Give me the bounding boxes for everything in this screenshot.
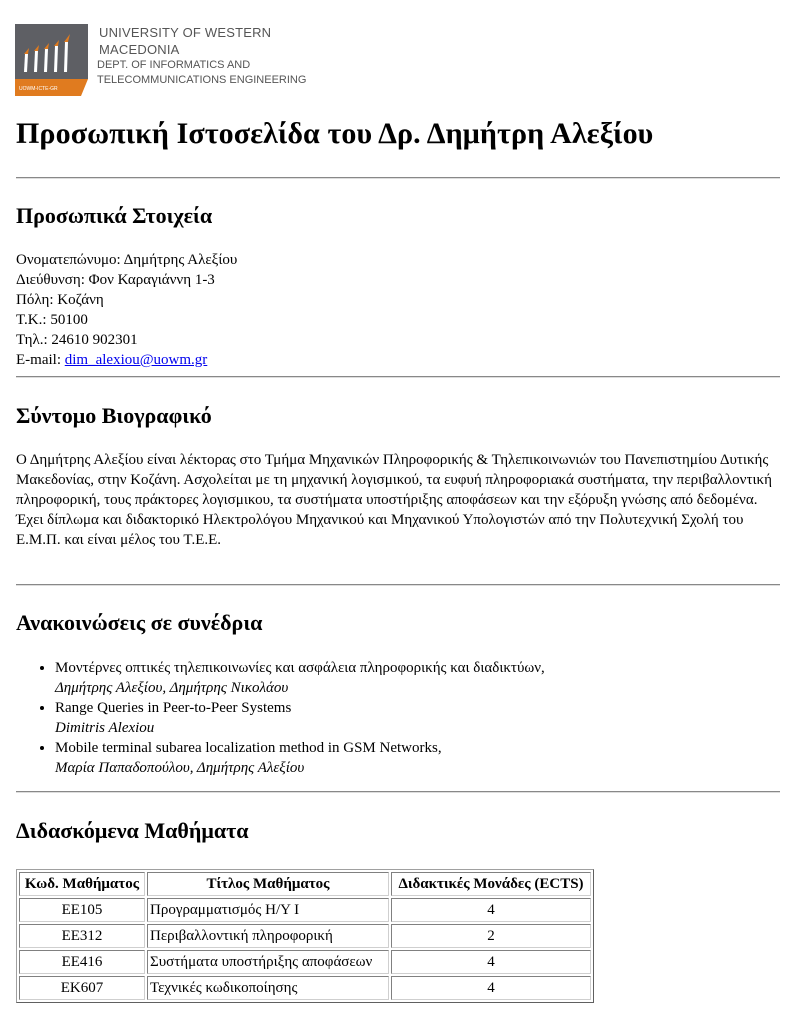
page-title: Προσωπική Ιστοσελίδα του Δρ. Δημήτρη Αλεξίου: [16, 117, 654, 150]
info-phone-label: Τηλ.:: [16, 332, 48, 348]
info-name-label: Ονοματεπώνυμο:: [16, 252, 121, 268]
courses-heading: Διδασκόμενα Μαθήματα: [16, 818, 249, 843]
info-name-row: [16, 250, 237, 270]
email-link[interactable]: dim_alexiou@uowm.gr: [64, 352, 208, 368]
conference-authors: Μαρία Παπαδοπούλου, Δημήτρης Αλεξίου: [55, 760, 305, 776]
university-name-line2: MACEDONIA: [99, 42, 180, 57]
table-row: [19, 898, 591, 922]
courses-table: [16, 869, 594, 1003]
table-row: [19, 976, 591, 1000]
bio-heading: Σύντομο Βιογραφικό: [16, 403, 212, 428]
info-name-value: Δημήτρης Αλεξίου: [123, 252, 238, 268]
divider: [16, 791, 780, 793]
personal-info-heading: Προσωπικά Στοιχεία: [16, 203, 213, 228]
info-phone-row: [16, 330, 237, 350]
course-title: Συστήματα υποστήριξης αποφάσεων: [147, 950, 389, 974]
conference-title: Range Queries in Peer-to-Peer Systems: [55, 700, 292, 716]
bio-text: [16, 450, 786, 550]
info-address-value: Φον Καραγιάννη 1-3: [88, 272, 215, 288]
university-header: [15, 24, 315, 98]
info-city-row: [16, 290, 237, 310]
info-email-row: [16, 350, 237, 370]
info-city-label: Πόλη:: [16, 292, 54, 308]
conference-authors: Δημήτρης Αλεξίου, Δημήτρης Νικολάου: [55, 680, 289, 696]
course-code: ΕΕ105: [19, 898, 145, 922]
info-phone-value: 24610 902301: [51, 332, 138, 348]
course-ects: 4: [391, 898, 591, 922]
university-logo-icon: [15, 24, 88, 96]
info-city-value: Κοζάνη: [57, 292, 104, 308]
table-row: [19, 950, 591, 974]
conference-title: Μοντέρνες οπτικές τηλεπικοινωνίες και ασφάλεια πληροφορικής και διαδικτύων,: [55, 660, 545, 676]
course-ects: 2: [391, 924, 591, 948]
conferences-heading: Ανακοινώσεις σε συνέδρια: [16, 610, 263, 635]
conference-title: Mobile terminal subarea localization method in GSM Networks,: [55, 740, 442, 756]
divider: [16, 177, 780, 179]
divider: [16, 376, 780, 378]
bio-paragraph-2: Έχει δίπλωμα και διδακτορικό Ηλεκτρολόγου Μηχανικού και Μηχανικού Υπολογιστών από την Πολυτεχνική Σχολή του Ε.Μ.Π. και είναι μέλος του Τ.Ε.Ε.: [16, 512, 744, 548]
course-title: Περιβαλλοντική πληροφορική: [147, 924, 389, 948]
conference-list: [16, 658, 775, 778]
info-address-label: Διεύθυνση:: [16, 272, 85, 288]
department-name-line2: TELECOMMUNICATIONS ENGINEERING: [97, 74, 307, 86]
table-header-row: [19, 872, 591, 896]
column-header-code: Κωδ. Μαθήματος: [19, 872, 145, 896]
divider: [16, 584, 780, 586]
column-header-ects: Διδακτικές Μονάδες (ECTS): [391, 872, 591, 896]
bio-paragraph-1: Ο Δημήτρης Αλεξίου είναι λέκτορας στο Τμήμα Μηχανικών Πληροφορικής & Τηλεπικοινωνιών του Πανεπιστημίου Δυτικής Μακεδονίας, στην Κοζάνη. Ασχολείται με τη μηχανική λογισμικού, τα ευφυή πληροφοριακά συστήματα, την περιβαλλοντική πληροφορική, τους πράκτορες λογισμικου, τα συστήματα υποστήριξης αποφάσεων και την εξόρυξη γνώσης από δεδομένα.: [16, 452, 772, 508]
course-ects: 4: [391, 976, 591, 1000]
list-item: [55, 698, 775, 738]
course-title: Προγραμματισμός Η/Υ Ι: [147, 898, 389, 922]
course-title: Τεχνικές κωδικοποίησης: [147, 976, 389, 1000]
university-name-block: [99, 24, 306, 88]
list-item: [55, 658, 775, 698]
column-header-title: Τίτλος Μαθήματος: [147, 872, 389, 896]
course-code: ΕΕ416: [19, 950, 145, 974]
list-item: [55, 738, 775, 778]
info-zip-row: [16, 310, 237, 330]
course-ects: 4: [391, 950, 591, 974]
department-name-line1: DEPT. OF INFORMATICS AND: [97, 59, 251, 71]
conference-authors: Dimitris Alexiou: [55, 720, 155, 736]
course-code: ΕΕ312: [19, 924, 145, 948]
university-name-line1: UNIVERSITY OF WESTERN: [99, 25, 272, 40]
info-zip-label: Τ.Κ.:: [16, 312, 47, 328]
table-row: [19, 924, 591, 948]
personal-info: [16, 250, 237, 370]
svg-text:UOWM-ICTE-GR: UOWM-ICTE-GR: [19, 86, 58, 92]
info-email-label: E-mail:: [16, 352, 61, 368]
course-code: ΕΚ607: [19, 976, 145, 1000]
info-zip-value: 50100: [50, 312, 88, 328]
info-address-row: [16, 270, 237, 290]
